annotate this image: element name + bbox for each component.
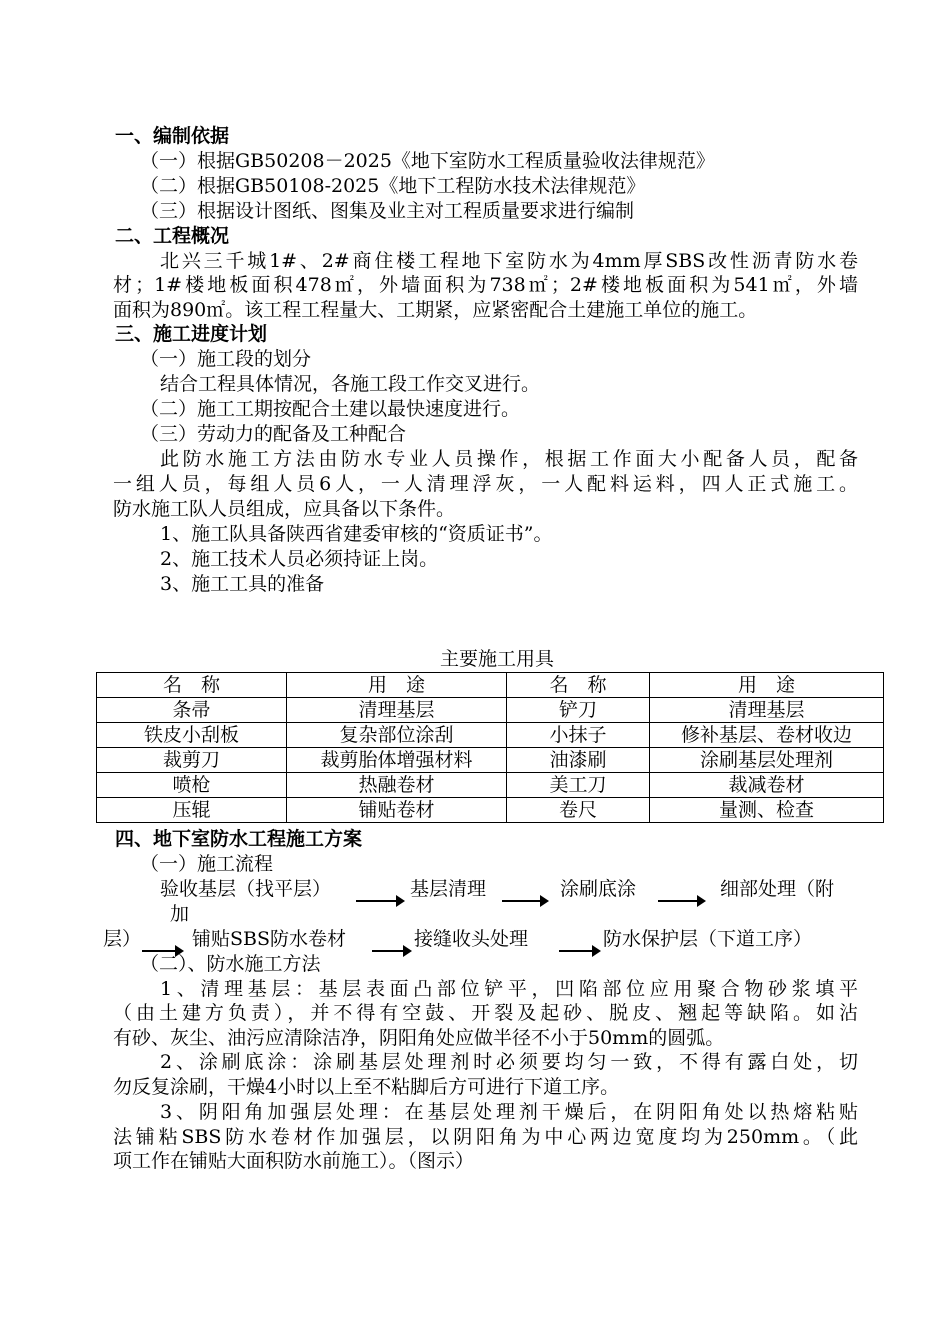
section-4-title: 四、地下室防水工程施工方案 — [115, 828, 363, 850]
method-2-line-1: 2、涂刷底涂：涂刷基层处理剂时必须要均匀一致，不得有露白处，切 — [160, 1051, 858, 1073]
header-use-2: 用 途 — [650, 673, 884, 698]
table-cell: 铁皮小刮板 — [97, 723, 287, 748]
table-cell: 油漆刷 — [507, 748, 650, 773]
flow-arrow-right-icon — [356, 900, 403, 902]
table-cell: 涂刷基层处理剂 — [650, 748, 884, 773]
condition-3: 3、施工工具的准备 — [160, 573, 325, 595]
flow-step-detail-cont: 加 — [170, 903, 190, 925]
method-3-line-1: 3、阴阳角加强层处理：在基层处理剂干燥后，在阴阳角处以热熔粘贴 — [160, 1101, 858, 1123]
header-name-1: 名 称 — [97, 673, 287, 698]
header-name-2: 名 称 — [507, 673, 650, 698]
header-use-1: 用 途 — [287, 673, 507, 698]
table-cell: 裁减卷材 — [650, 773, 884, 798]
flow-arrow-right-icon — [372, 950, 410, 952]
flow-arrow-right-icon — [502, 900, 547, 902]
basis-item-2: （二）根据GB50108-2025《地下工程防水技术法律规范》 — [140, 175, 646, 197]
labor-line-2: 一组人员，每组人员6人，一人清理浮灰，一人配料运料，四人正式施工。 — [113, 473, 858, 495]
schedule-sub-3: （三）劳动力的配备及工种配合 — [140, 423, 407, 445]
table-cell: 清理基层 — [650, 698, 884, 723]
table-cell: 复杂部位涂刮 — [287, 723, 507, 748]
flow-step-primer: 涂刷底涂 — [560, 878, 637, 900]
table-cell: 清理基层 — [287, 698, 507, 723]
table-row — [97, 698, 884, 723]
table-cell: 条帚 — [97, 698, 287, 723]
schedule-sub-1-text: 结合工程具体情况，各施工段工作交叉进行。 — [160, 373, 541, 395]
condition-2: 2、施工技术人员必须持证上岗。 — [160, 548, 439, 570]
flow-step-clean: 基层清理 — [410, 878, 487, 900]
basis-item-3: （三）根据设计图纸、图集及业主对工程质量要求进行编制 — [140, 200, 635, 222]
overview-line-3: 面积为890㎡。该工程工程量大、工期紧，应紧密配合土建施工单位的施工。 — [113, 299, 758, 321]
flow-step-verify: 验收基层（找平层） — [160, 878, 332, 900]
table-cell: 美工刀 — [507, 773, 650, 798]
table-header-row — [97, 673, 884, 698]
table-cell: 量测、检查 — [650, 798, 884, 823]
flow-arrow-right-icon — [559, 950, 599, 952]
section-1-title: 一、编制依据 — [115, 125, 230, 147]
overview-line-1: 北兴三千城1#、2#商住楼工程地下室防水为4mm厚SBS改性沥青防水卷 — [160, 250, 858, 272]
table-cell: 铲刀 — [507, 698, 650, 723]
table-cell: 小抹子 — [507, 723, 650, 748]
method-3-line-3: 项工作在铺贴大面积防水前施工）。（图示） — [113, 1150, 475, 1172]
process-sub-1: （一）施工流程 — [140, 853, 274, 875]
flow-step-membrane: 铺贴SBS防水卷材 — [192, 928, 346, 950]
table-cell: 喷枪 — [97, 773, 287, 798]
table-cell: 修补基层、卷材收边 — [650, 723, 884, 748]
tools-table — [96, 672, 884, 823]
method-1-line-2: （由土建方负责），并不得有空鼓、开裂及起砂、脱皮、翘起等缺陷。如沾 — [113, 1002, 858, 1024]
table-cell: 铺贴卷材 — [287, 798, 507, 823]
section-3-title: 三、施工进度计划 — [115, 323, 268, 345]
table-row — [97, 748, 884, 773]
table-caption: 主要施工用具 — [440, 648, 555, 670]
section-2-title: 二、工程概况 — [115, 225, 230, 247]
flow-arrow-right-icon — [658, 900, 704, 902]
schedule-sub-1: （一）施工段的划分 — [140, 348, 312, 370]
overview-line-2: 材；1#楼地板面积478㎡，外墙面积为738㎡；2#楼地板面积为541㎡，外墙 — [113, 274, 858, 296]
flow-step-seam: 接缝收头处理 — [414, 928, 529, 950]
table-cell: 裁剪刀 — [97, 748, 287, 773]
condition-1: 1、施工队具备陕西省建委审核的“资质证书”。 — [160, 523, 553, 545]
table-cell: 裁剪胎体增强材料 — [287, 748, 507, 773]
table-cell: 压辊 — [97, 798, 287, 823]
schedule-sub-2: （二）施工工期按配合土建以最快速度进行。 — [140, 398, 521, 420]
flow-step-detail-end: 层） — [103, 928, 142, 950]
method-3-line-2: 法铺粘SBS防水卷材作加强层，以阴阳角为中心两边宽度均为250mm。（此 — [113, 1126, 858, 1148]
table-cell: 卷尺 — [507, 798, 650, 823]
table-row — [97, 773, 884, 798]
flow-step-protect: 防水保护层（下道工序） — [603, 928, 813, 950]
process-sub-2: （二）、防水施工方法 — [140, 953, 321, 975]
method-1-line-1: 1、清理基层：基层表面凸部位铲平，凹陷部位应用聚合物砂浆填平 — [160, 978, 858, 1000]
table-row — [97, 798, 884, 823]
table-cell: 热融卷材 — [287, 773, 507, 798]
flow-step-detail: 细部处理（附 — [720, 878, 835, 900]
method-2-line-2: 勿反复涂刷，干燥4小时以上至不粘脚后方可进行下道工序。 — [113, 1076, 620, 1098]
method-1-line-3: 有砂、灰尘、油污应清除洁净，阴阳角处应做半径不小于50mm的圆弧。 — [113, 1027, 725, 1049]
labor-line-3: 防水施工队人员组成，应具备以下条件。 — [113, 498, 456, 520]
basis-item-1: （一）根据GB50208－2025《地下室防水工程质量验收法律规范》 — [140, 150, 715, 172]
table-row — [97, 723, 884, 748]
labor-line-1: 此防水施工方法由防水专业人员操作，根据工作面大小配备人员，配备 — [160, 448, 858, 470]
